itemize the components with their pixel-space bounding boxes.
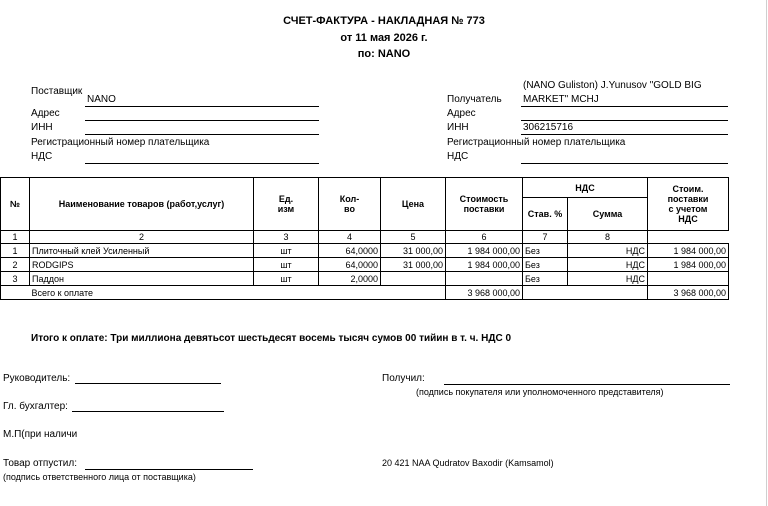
accountant-label: Гл. бухгалтер:: [3, 401, 68, 412]
amount-in-words: Итого к оплате: Три миллиона девятьсот шестьдесят восемь тысяч сумов 00 тийин в т. ч. НДС 0: [31, 333, 512, 344]
totals-vat-sum: [568, 286, 648, 300]
supplier-label: Поставщик: [31, 86, 83, 97]
row-name: RODGIPS: [30, 258, 254, 272]
col-total-header-l3: с учетом: [668, 204, 708, 214]
power-of-attorney: 20 421 NAA Qudratov Baxodir (Kamsamol): [382, 458, 554, 468]
col-price-header: Цена: [381, 178, 446, 231]
row-price: 31 000,00: [381, 258, 446, 272]
totals-row: [1, 286, 729, 300]
col-total-header-l2: поставки: [667, 194, 709, 204]
row-vat-rate: Без: [523, 244, 568, 258]
table-row: [1, 272, 729, 286]
row-num: 2: [1, 258, 30, 272]
buyer-address-label: Адрес: [447, 108, 476, 119]
buyer-nds-label: НДС: [447, 151, 469, 162]
col-cost-header-l2: поставки: [463, 204, 505, 214]
totals-total: 3 968 000,00: [648, 286, 729, 300]
supplier-nds-label: НДС: [31, 151, 53, 162]
col-unit-header-l1: Ед.: [278, 194, 294, 204]
buyer-value-line1: (NANO Guliston) J.Yunusov "GOLD BIG: [523, 80, 702, 91]
col-number-4: 4: [319, 231, 381, 244]
released-note: (подпись ответственного лица от поставщика): [3, 472, 196, 482]
row-vat-sum: НДС: [568, 272, 648, 286]
col-number-2: 2: [30, 231, 254, 244]
supplier-address-underline: [85, 120, 319, 121]
received-note: (подпись покупателя или уполномоченного представителя): [416, 387, 664, 397]
row-unit: шт: [254, 272, 319, 286]
row-total: 1 984 000,00: [648, 244, 729, 258]
buyer-inn-value: 306215716: [523, 122, 574, 133]
row-name: Плиточный клей Усиленный: [30, 244, 254, 258]
col-vat-rate-header: Став. %: [523, 198, 568, 231]
row-vat-rate: Без: [523, 272, 568, 286]
supplier-inn-underline: [85, 134, 319, 135]
released-signature-line: [85, 469, 253, 470]
row-qty: 64,0000: [319, 244, 381, 258]
row-vat-sum: НДС: [568, 244, 648, 258]
col-unit-header: [254, 178, 319, 231]
invoice-date: от 11 мая 2026 г.: [340, 32, 428, 44]
supplier-nds-underline: [85, 163, 319, 164]
row-num: 3: [1, 272, 30, 286]
col-total-header-l4: НДС: [678, 214, 698, 224]
buyer-nds-underline: [521, 163, 728, 164]
received-signature-line: [444, 384, 730, 385]
supplier-value: NANO: [87, 94, 116, 105]
invoice-title: СЧЕТ-ФАКТУРА - НАКЛАДНАЯ № 773: [283, 15, 485, 27]
items-table: [0, 177, 729, 300]
row-total: 1 984 000,00: [648, 258, 729, 272]
buyer-underline: [521, 106, 728, 107]
col-num-header: №: [1, 178, 30, 231]
col-total-header: [648, 178, 729, 231]
row-unit: шт: [254, 258, 319, 272]
director-signature-line: [75, 383, 221, 384]
buyer-value-line2: MARKET" MCHJ: [523, 94, 599, 105]
col-qty-header-l1: Кол-: [339, 194, 360, 204]
col-qty-header: [319, 178, 381, 231]
supplier-address-label: Адрес: [31, 108, 60, 119]
col-number-8: 8: [568, 231, 648, 244]
col-total-header-l1: Стоим.: [672, 184, 704, 194]
buyer-inn-underline: [521, 134, 728, 135]
col-number-3: 3: [254, 231, 319, 244]
row-cost: 1 984 000,00: [446, 258, 523, 272]
stamp-label: М.П(при наличи: [3, 429, 78, 440]
col-vat-header: НДС: [523, 178, 648, 198]
row-total: [648, 272, 729, 286]
row-qty: 64,0000: [319, 258, 381, 272]
totals-cost: 3 968 000,00: [446, 286, 523, 300]
row-vat-sum: НДС: [568, 258, 648, 272]
director-label: Руководитель:: [3, 373, 71, 384]
released-label: Товар отпустил:: [3, 458, 77, 469]
row-vat-rate: Без: [523, 258, 568, 272]
table-row: [1, 258, 729, 272]
page-right-edge: [766, 0, 767, 506]
accountant-signature-line: [72, 411, 224, 412]
col-cost-header: [446, 178, 523, 231]
col-name-header: Наименование товаров (работ,услуг): [30, 178, 254, 231]
totals-vat-rate: [523, 286, 568, 300]
row-cost: 1 984 000,00: [446, 244, 523, 258]
supplier-reg-label: Регистрационный номер плательщика: [31, 137, 210, 148]
col-number-6: 6: [446, 231, 523, 244]
buyer-address-underline: [521, 120, 728, 121]
row-cost: [446, 272, 523, 286]
col-unit-header-l2: изм: [277, 204, 295, 214]
col-cost-header-l1: Стоимость: [459, 194, 509, 204]
col-number-7: 7: [523, 231, 568, 244]
totals-label: Всего к оплате: [30, 286, 446, 300]
col-vat-sum-header: Сумма: [568, 198, 648, 231]
supplier-underline: [85, 106, 319, 107]
col-qty-header-l2: во: [344, 204, 355, 214]
col-number-5: 5: [381, 231, 446, 244]
supplier-inn-label: ИНН: [31, 122, 53, 133]
received-label: Получил:: [382, 373, 425, 384]
row-name: Паддон: [30, 272, 254, 286]
table-row: [1, 244, 729, 258]
row-price: [381, 272, 446, 286]
row-qty: 2,0000: [319, 272, 381, 286]
buyer-label: Получатель: [447, 94, 502, 105]
buyer-inn-label: ИНН: [447, 122, 469, 133]
invoice-contract: по: NANO: [357, 48, 411, 60]
buyer-reg-label: Регистрационный номер плательщика: [447, 137, 626, 148]
row-unit: шт: [254, 244, 319, 258]
col-number-1: 1: [1, 231, 30, 244]
row-price: 31 000,00: [381, 244, 446, 258]
totals-spacer: [1, 286, 30, 300]
row-num: 1: [1, 244, 30, 258]
